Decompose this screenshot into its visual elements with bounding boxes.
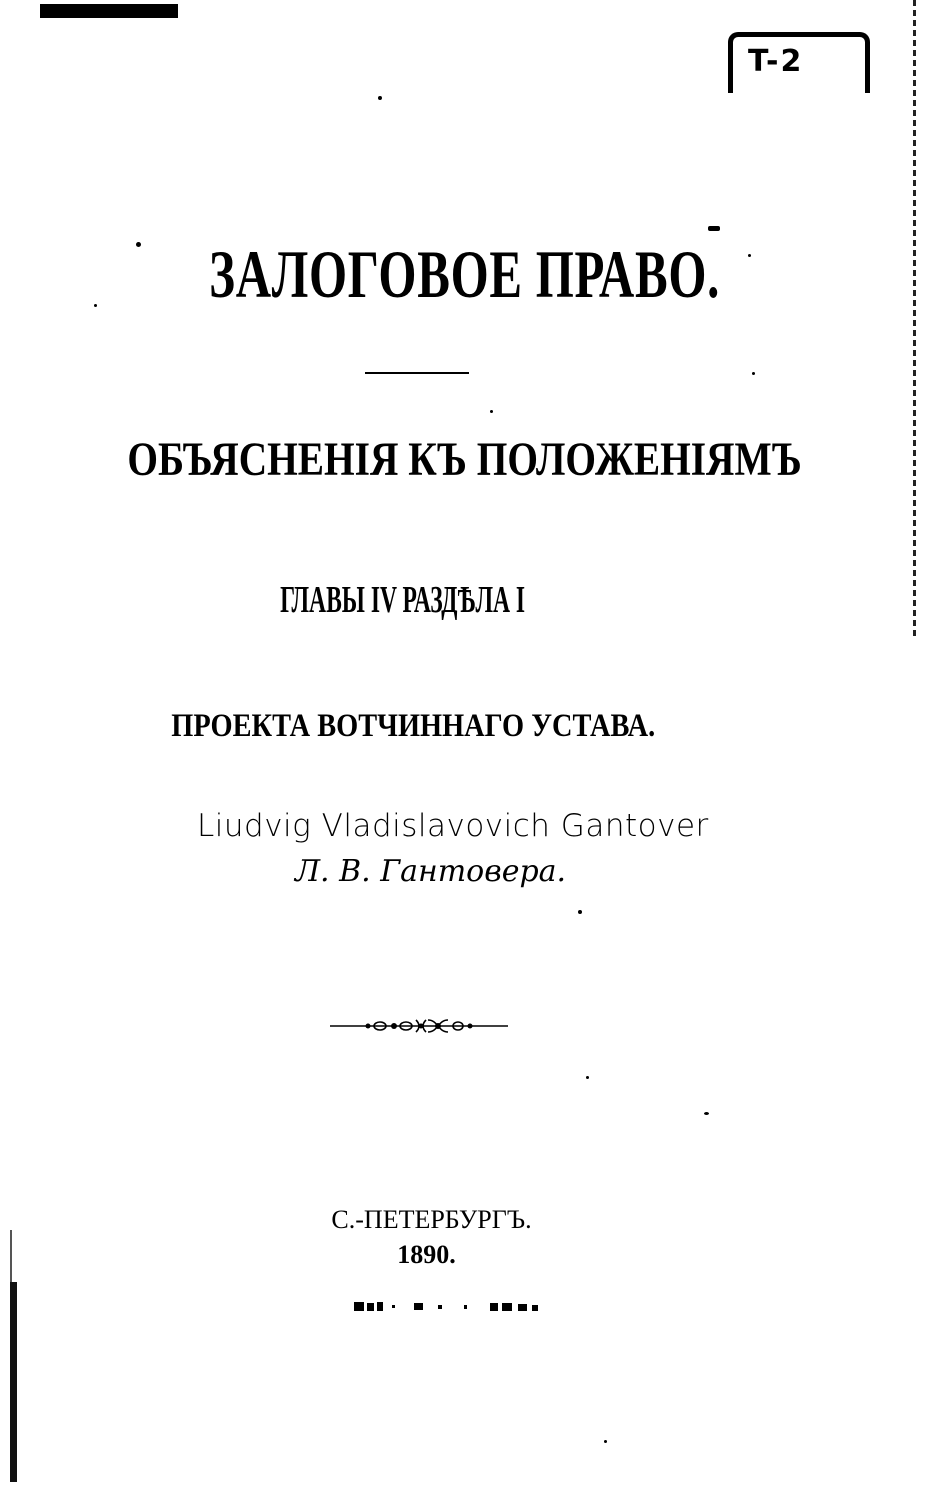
page-title: ЗАЛОГОВОЕ ПРАВО. — [209, 236, 721, 312]
faded-library-stamp — [352, 1299, 544, 1315]
speck — [752, 372, 755, 375]
ornament-divider — [330, 1016, 508, 1036]
scan-edge-bar — [40, 4, 178, 18]
speck — [578, 910, 582, 914]
author-line: Л. В. Гантовера. — [295, 854, 567, 889]
chapter-line: ГЛАВЫ IV РАЗДѢЛА I — [280, 579, 526, 621]
speck — [708, 226, 720, 231]
project-line: ПРОЕКТА ВОТЧИННАГО УСТАВА. — [171, 708, 656, 744]
scan-edge-right — [913, 0, 916, 640]
speck — [586, 1076, 589, 1079]
speck — [704, 1112, 709, 1115]
title-rule — [365, 372, 469, 374]
speck — [748, 254, 751, 257]
speck — [136, 242, 141, 247]
speck — [378, 96, 382, 100]
speck — [490, 410, 493, 413]
publication-year: 1890. — [397, 1240, 456, 1269]
shelf-mark: T-2 — [748, 44, 804, 79]
scan-edge-left — [10, 1282, 17, 1482]
speck — [604, 1440, 607, 1443]
subtitle: ОБЪЯСНЕНІЯ КЪ ПОЛОЖЕНІЯМЪ — [127, 433, 802, 486]
handwritten-annotation: Liudvig Vladislavovich Gantover — [197, 808, 709, 844]
speck — [94, 304, 97, 307]
publication-city: С.-ПЕТЕРБУРГЪ. — [331, 1205, 532, 1234]
